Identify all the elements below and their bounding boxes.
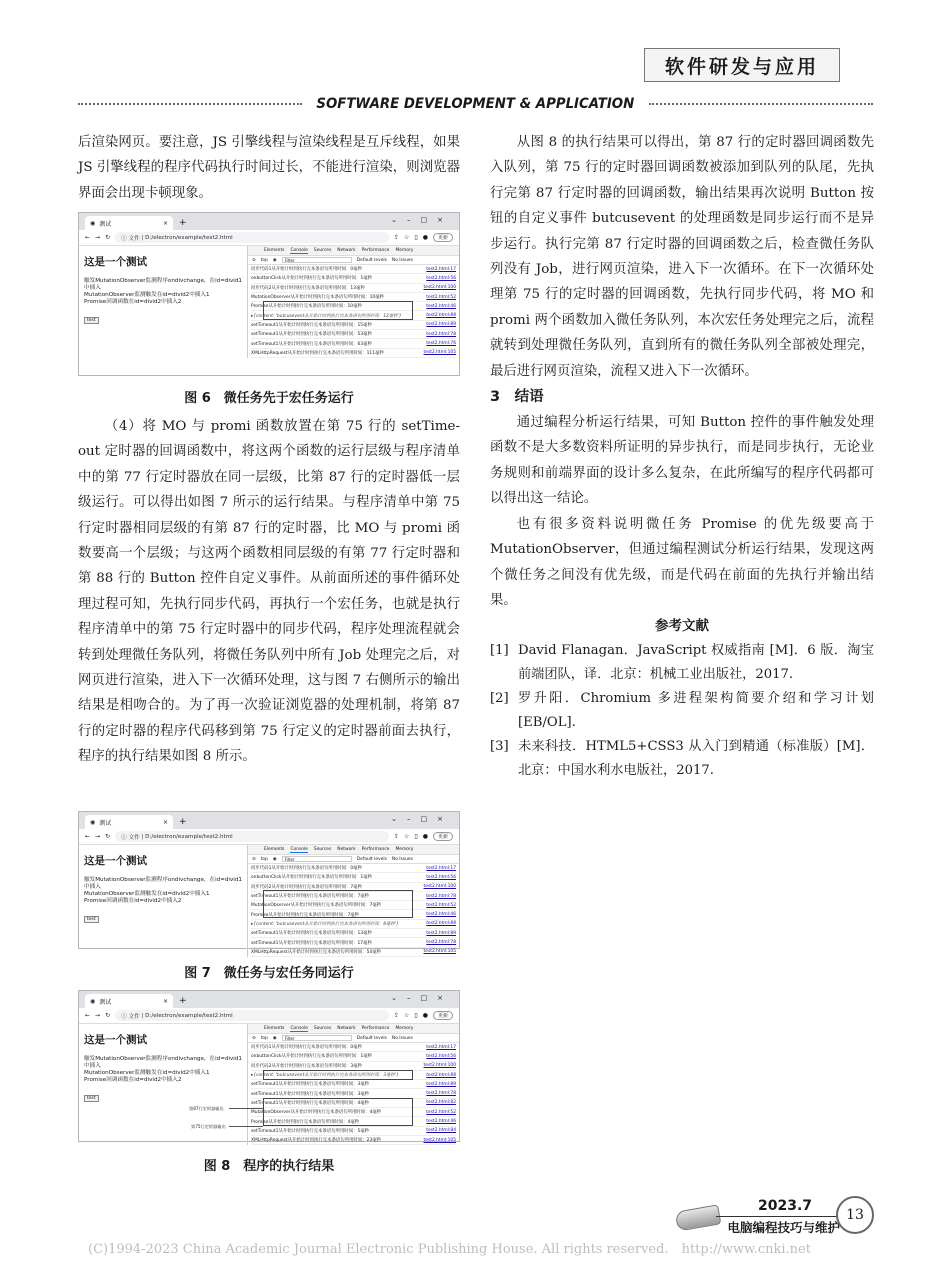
reload-icon[interactable]: ↻ — [105, 1012, 111, 1019]
forward-icon[interactable]: → — [95, 833, 101, 840]
devtools-tab[interactable]: Console — [290, 247, 308, 253]
console-message: onbuttonClick从开始计时到执行完本条语句所用时间：1毫秒 — [251, 1054, 373, 1060]
devtools-tab[interactable]: Performance — [361, 847, 390, 852]
figure-7-caption: 图 7 微任务与宏任务同运行 — [184, 966, 354, 981]
section-heading: 3 结语 — [490, 389, 544, 406]
browser-tabbar — [79, 812, 459, 829]
globe-icon: ◉ — [90, 219, 96, 227]
console-message: Promise从开始计时到执行完本条语句所用时间：7毫秒 — [251, 912, 360, 918]
browser-tab[interactable] — [85, 994, 173, 1008]
window-controls[interactable]: ⌄–□× — [391, 216, 453, 224]
info-icon: ⓘ — [121, 235, 129, 242]
devtools-tab[interactable]: Elements — [264, 248, 285, 253]
window-controls[interactable]: ⌄–□× — [391, 994, 453, 1002]
filter-input[interactable]: Filter — [282, 856, 352, 862]
levels-select[interactable]: Default levels — [356, 257, 387, 263]
console-source-link[interactable]: test2.html:88 — [426, 313, 456, 319]
back-icon[interactable]: ← — [85, 1012, 91, 1019]
devtools-tabs — [248, 1024, 459, 1034]
console-source-link[interactable]: test2.html:88 — [426, 1072, 456, 1078]
dotted-rule-right — [649, 103, 873, 105]
right-column — [490, 130, 874, 783]
issue-date: 2023.7 — [758, 1198, 813, 1214]
page-heading: 这是一个测试 — [84, 1034, 147, 1046]
console-row — [251, 1052, 456, 1061]
output-line-3: Promise回调函数在id=divid2中插入2 — [84, 299, 182, 305]
annotation-arrow — [229, 1126, 263, 1127]
figure-6-screenshot — [78, 212, 460, 376]
reference-item — [490, 687, 874, 735]
new-tab-icon[interactable]: + — [179, 218, 187, 228]
console-source-link[interactable]: test2.html:84 — [426, 1128, 456, 1134]
reference-number: [1] — [490, 643, 509, 659]
test-button[interactable]: test — [84, 916, 99, 923]
eye-icon[interactable]: ◉ — [272, 257, 277, 263]
figure-8-screenshot — [78, 990, 460, 1142]
paragraph: 从图 8 的执行结果可以得出，第 87 行的定时器回调函数先入队列，第 75 行的定时器回调函数被添加到队列的队尾，先执行完第 87 行定时器的回调函数，输出结果再次说明 Button 按钮的自定义事件 butcusevent 的处理函数是同步运行而不是异步运行。执行完第 87 行定时器的回调函数之后，检查微任务队列没有 Job，进行网页渲染，进入下一次循环。在下一次循环处理第 75 行的定时器的回调函数，先执行同步代码，将 MO 和 promi 两个函数加入微任务队列，本次宏任务处理完之后，流程就转到处理微任务队列，直到所有的微任务队列全部被处理完，最后进行网页渲染，流程又进入下一次循环。 — [490, 135, 874, 379]
close-icon[interactable]: × — [162, 997, 168, 1005]
devtools-tab[interactable]: Performance — [361, 1026, 390, 1031]
console-message: MutationObserver从开始计时到执行完本条语句所用时间：10毫秒 — [251, 295, 384, 301]
highlight-box — [263, 890, 413, 918]
console-message: setTimeout1从开始计时到执行完本条语句所用时间：3毫秒 — [251, 1091, 370, 1097]
url-prefix: 文件 — [128, 235, 140, 242]
star-icon[interactable]: ☆ — [404, 234, 410, 241]
issues-badge[interactable]: No Issues — [391, 856, 413, 862]
console-source-link[interactable]: test2.html:56 — [426, 275, 456, 281]
reference-text: 未来科技．HTML5+CSS3 从入门到精通（标准版）[M]．北京：中国水利水电版社，2017. — [518, 739, 874, 779]
devtools-tab[interactable]: Elements — [264, 847, 285, 852]
section-title-en: SOFTWARE DEVELOPMENT & APPLICATION — [316, 96, 635, 112]
forward-icon[interactable]: → — [95, 1012, 101, 1019]
console-source-link[interactable]: test2.html:52 — [426, 1109, 456, 1115]
console-source-link[interactable]: test2.html:100 — [423, 884, 456, 890]
console-message: setTimeout1从开始计时到执行完本条语句所用时间：4毫秒 — [251, 1100, 370, 1106]
console-message: XMLHttpRequest从开始计时到执行完本条语句所用时间：23毫秒 — [251, 1138, 382, 1144]
journal-name: 电脑编程技巧与维护 — [716, 1216, 840, 1236]
info-icon: ⓘ — [121, 1013, 129, 1020]
console-message: MutationObserver从开始计时到执行完本条语句所用时间：7毫秒 — [251, 903, 382, 909]
reference-item — [490, 735, 874, 783]
forward-icon[interactable]: → — [95, 234, 101, 241]
update-button[interactable]: 更新 — [433, 233, 453, 242]
profile-icon[interactable]: ● — [422, 833, 428, 840]
close-icon[interactable]: × — [162, 219, 168, 227]
console-message: MutationObserver从开始计时到执行完本条语句所用时间：4毫秒 — [251, 1110, 382, 1116]
console-source-link[interactable]: test2.html:105 — [423, 949, 456, 955]
console-toolbar — [248, 256, 459, 265]
reload-icon[interactable]: ↻ — [105, 833, 111, 840]
devtools-tab[interactable]: Network — [337, 248, 356, 253]
console-row — [251, 948, 456, 957]
section-title-cn: 软件研发与应用 — [644, 48, 840, 82]
tab-title: 测试 — [99, 819, 112, 827]
devtools-tab[interactable]: Elements — [264, 1026, 285, 1031]
console-message: XMLHttpRequest从开始计时到执行完本条语句所用时间：54毫秒 — [251, 949, 382, 955]
info-icon: ⓘ — [121, 834, 129, 841]
console-source-link[interactable]: test2.html:78 — [426, 331, 456, 337]
console-source-link[interactable]: test2.html:46 — [426, 303, 456, 309]
console-row — [251, 1080, 456, 1089]
issues-badge[interactable]: No Issues — [391, 1035, 413, 1041]
console-source-link[interactable]: test2.html:89 — [426, 322, 456, 328]
devtools-tab[interactable]: Memory — [395, 847, 414, 852]
output-line-1: 触发MutationObserver监测程序ondivchange，在id=divid1中插入 — [84, 1056, 242, 1069]
console-source-link[interactable]: test2.html:78 — [426, 893, 456, 899]
page-heading: 这是一个测试 — [84, 256, 147, 268]
browser-tab[interactable] — [85, 216, 173, 230]
console-message: 同步代码1从开始计时到执行完本条语句所用时间：0毫秒 — [251, 267, 362, 273]
context-select[interactable]: top — [260, 257, 268, 263]
share-icon[interactable]: ⇪ — [394, 234, 400, 241]
figure-7-screenshot — [78, 811, 460, 955]
close-icon[interactable]: × — [162, 818, 168, 826]
paragraph: （4）将 MO 与 promi 函数放置在第 75 行的 setTime-out 定时器的回调函数中，将这两个函数的运行层级与程序清单中的第 77 行定时器放在同一层级，比第 87 行的定时器低一层级运行。可以得出如图 7 所示的运行结果。与程序清单中第 75 行定时器相同层级的有第 87 行的定时器，比 MO 与 promi 函数要高一个层级；与这两个函数相同层级的有第 77 行定时器和第 88 行的 Button 控件自定义事件。从前面所述的事件循环处理过程可知，先执行同步代码，再执行一个宏任务，也就是执行程序清单中的第 75 行定时器中的同步代码，程序处理流程就会转到处理微任务队列，将微任务队列中所有 Job 处理完之后，对网页进行渲染，进入下一次循环处理，这与图 7 右侧所示的输出结果是相吻合的。为了再一次验证浏览器的处理机制，将第 87 行的定时器的程序代码移到第 75 行定义的定时器前面去执行，程序的执行结果如图 8 所示。 — [78, 419, 460, 765]
url-field[interactable]: ⓘ 文件 | D:/electron/example/test2.html — [115, 232, 389, 243]
browser-body — [79, 246, 459, 358]
annotation-87: 第87行定时器输出 — [189, 1106, 224, 1111]
console-message: setTimeout1从开始计时到执行完本条语句所用时间：53毫秒 — [251, 332, 372, 338]
console-row — [251, 864, 456, 873]
test-button[interactable]: test — [84, 1095, 99, 1102]
devtools-tabs — [248, 246, 459, 256]
console-source-link[interactable]: test2.html:82 — [426, 1100, 456, 1106]
eye-icon[interactable]: ◉ — [272, 856, 277, 862]
devtools-tab[interactable]: Performance — [361, 248, 390, 253]
dotted-rule-left — [78, 103, 302, 105]
devtools-tab[interactable]: Console — [290, 1025, 308, 1031]
sidebar-icon[interactable]: ▯ — [414, 833, 418, 840]
console-source-link[interactable]: test2.html:88 — [426, 921, 456, 927]
browser-tabbar — [79, 213, 459, 230]
web-page — [79, 1024, 247, 1145]
context-select[interactable]: top — [260, 856, 268, 862]
console-message: ▸{content: 'butcusevent从开始计时到执行完本条语句所用时间：3毫秒'} — [251, 1073, 399, 1079]
console-row — [251, 1136, 456, 1145]
address-bar — [79, 230, 459, 246]
console-source-link[interactable]: test2.html:52 — [426, 902, 456, 908]
address-bar — [79, 829, 459, 845]
console-message: ▸{content: 'butcusevent从开始计时到执行完本条语句所用时间：8毫秒'} — [251, 921, 399, 927]
console-source-link[interactable]: test2.html:89 — [426, 930, 456, 936]
share-icon[interactable]: ⇪ — [394, 1012, 400, 1019]
console-message: setTimeout1从开始计时到执行完本条语句所用时间：5毫秒 — [251, 1128, 370, 1134]
back-icon[interactable]: ← — [85, 833, 91, 840]
console-source-link[interactable]: test2.html:46 — [426, 912, 456, 918]
context-select[interactable]: top — [260, 1035, 268, 1041]
console-toolbar — [248, 1034, 459, 1043]
web-page — [79, 246, 247, 358]
url-field[interactable]: ⓘ 文件 | D:/electron/example/test2.html — [115, 1010, 389, 1021]
page-heading: 这是一个测试 — [84, 855, 147, 867]
reference-text: David Flanagan．JavaScript 权威指南 [M]．6 版．淘宝前端团队，译．北京：机械工业出版社，2017. — [518, 643, 874, 683]
console-row — [251, 920, 456, 929]
tab-title: 测试 — [99, 998, 112, 1006]
new-tab-icon[interactable]: + — [179, 996, 187, 1006]
test-button[interactable]: test — [84, 317, 99, 324]
output-line-1: 触发MutationObserver监测程序ondivchange，在id=divid1中插入 — [84, 877, 242, 890]
left-paragraph-1 — [78, 130, 460, 206]
browser-tab[interactable] — [85, 815, 173, 829]
url-text: D:/electron/example/test2.html — [145, 1012, 233, 1019]
console-source-link[interactable]: test2.html:100 — [423, 285, 456, 291]
browser-tabbar — [79, 991, 459, 1008]
console-source-link[interactable]: test2.html:56 — [426, 1053, 456, 1059]
console-message: onbuttonClick从开始计时到执行完本条语句所用时间：1毫秒 — [251, 875, 373, 881]
console-message: 同步代码2从开始计时到执行完本条语句所用时间：3毫秒 — [251, 1063, 362, 1069]
console-row — [251, 1127, 456, 1136]
sidebar-icon[interactable]: ▯ — [414, 1012, 418, 1019]
url-prefix: 文件 — [128, 834, 140, 841]
url-prefix: 文件 — [128, 1013, 140, 1020]
paragraph: 通过编程分析运行结果，可知 Button 控件的事件触发处理函数不是大多数资料所证明的异步执行，而是同步执行，无论业务规则和前端界面的设计多么复杂，在此所编写的程序代码都可以得出这一结论。 — [490, 415, 874, 507]
output-line-3: Promise回调函数在id=divid2中插入2 — [84, 898, 182, 904]
profile-icon[interactable]: ● — [422, 234, 428, 241]
devtools-panel — [247, 1024, 459, 1145]
console-message: setTimeout1从开始计时到执行完本条语句所用时间：15毫秒 — [251, 322, 372, 328]
console-row — [251, 938, 456, 947]
highlight-box — [263, 1070, 413, 1080]
console-message: 同步代码1从开始计时到执行完本条语句所用时间：0毫秒 — [251, 866, 362, 872]
clear-icon[interactable]: ⊘ — [252, 1035, 256, 1041]
console-source-link[interactable]: test2.html:78 — [426, 940, 456, 946]
browser-body — [79, 845, 459, 957]
console-message: setTimeout1从开始计时到执行完本条语句所用时间：63毫秒 — [251, 341, 372, 347]
output-line-2: MutationObserver监测触发在id=divid2中插入1 — [84, 1070, 210, 1076]
highlight-box — [263, 1098, 413, 1126]
url-field[interactable]: ⓘ 文件 | D:/electron/example/test2.html — [115, 831, 389, 842]
console-toolbar — [248, 855, 459, 864]
filter-input[interactable]: Filter — [282, 257, 352, 263]
console-row — [251, 274, 456, 283]
filter-input[interactable]: Filter — [282, 1035, 352, 1041]
console-row — [251, 1043, 456, 1052]
tab-title: 测试 — [99, 220, 112, 228]
devtools-tab[interactable]: Sources — [313, 1026, 332, 1031]
devtools-tab[interactable]: Network — [337, 847, 356, 852]
star-icon[interactable]: ☆ — [404, 833, 410, 840]
console-source-link[interactable]: test2.html:89 — [426, 1081, 456, 1087]
copyright-watermark: (C)1994-2023 China Academic Journal Electronic Publishing House. All rights reserved. http://www.cnki.net — [88, 1242, 811, 1257]
back-icon[interactable]: ← — [85, 234, 91, 241]
mouse-icon — [675, 1204, 722, 1231]
profile-icon[interactable]: ● — [422, 1012, 428, 1019]
star-icon[interactable]: ☆ — [404, 1012, 410, 1019]
clear-icon[interactable]: ⊘ — [252, 257, 256, 263]
devtools-tab[interactable]: Sources — [313, 248, 332, 253]
console-message: setTimeout1从开始计时到执行完本条语句所用时间：13毫秒 — [251, 931, 372, 937]
devtools-tab[interactable]: Memory — [395, 1026, 414, 1031]
reference-number: [2] — [490, 691, 509, 707]
console-message: ▸{content: 'butcusevent从开始计时到执行完本条语句所用时间：12毫秒'} — [251, 313, 402, 319]
console-message: setTimeout1从开始计时到执行完本条语句所用时间：17毫秒 — [251, 940, 372, 946]
url-text: D:/electron/example/test2.html — [145, 234, 233, 241]
update-button[interactable]: 更新 — [433, 832, 453, 841]
console-message: setTimeout1从开始计时到执行完本条语句所用时间：7毫秒 — [251, 894, 370, 900]
console-message: 同步代码2从开始计时到执行完本条语句所用时间：13毫秒 — [251, 285, 365, 291]
console-message: 同步代码2从开始计时到执行完本条语句所用时间：7毫秒 — [251, 884, 362, 890]
console-source-link[interactable]: test2.html:17 — [426, 1044, 456, 1050]
window-controls[interactable]: ⌄–□× — [391, 815, 453, 823]
console-source-link[interactable]: test2.html:105 — [423, 1137, 456, 1143]
console-row — [251, 873, 456, 882]
page-number: 13 — [836, 1196, 874, 1234]
reference-text: 罗升阳．Chromium 多进程架构简要介绍和学习计划 [EB/OL]. — [518, 691, 874, 731]
console-row — [251, 330, 456, 339]
console-message: XMLHttpRequest从开始计时到执行完本条语句所用时间：111毫秒 — [251, 350, 384, 356]
console-message: Promise从开始计时到执行完本条语句所用时间：10毫秒 — [251, 304, 362, 310]
figure-6-caption: 图 6 微任务先于宏任务运行 — [184, 391, 354, 406]
section-banner — [78, 94, 873, 114]
web-page — [79, 845, 247, 957]
console-source-link[interactable]: test2.html:17 — [426, 865, 456, 871]
levels-select[interactable]: Default levels — [356, 1035, 387, 1041]
console-row — [251, 265, 456, 274]
globe-icon: ◉ — [90, 818, 96, 826]
console-source-link[interactable]: test2.html:100 — [423, 1063, 456, 1069]
annotation-75: 第75行定时器输出 — [191, 1124, 226, 1129]
console-rows — [248, 1043, 459, 1145]
update-button[interactable]: 更新 — [433, 1011, 453, 1020]
console-message: Promise从开始计时到执行完本条语句所用时间：4毫秒 — [251, 1119, 360, 1125]
console-source-link[interactable]: test2.html:105 — [423, 350, 456, 356]
console-message: setTimeout1从开始计时到执行完本条语句所用时间：3毫秒 — [251, 1082, 370, 1088]
output-line-2: MutationObserver监测触发在id=divid2中插入1 — [84, 891, 210, 897]
reload-icon[interactable]: ↻ — [105, 234, 111, 241]
output-line-3: Promise回调函数在id=divid2中插入2 — [84, 1077, 182, 1083]
devtools-tab[interactable]: Sources — [313, 847, 332, 852]
annotation-arrow — [229, 1108, 263, 1109]
console-source-link[interactable]: test2.html:46 — [426, 1119, 456, 1125]
browser-body — [79, 1024, 459, 1145]
left-paragraph-2 — [78, 414, 460, 770]
console-row — [251, 339, 456, 348]
console-row — [251, 321, 456, 330]
paragraph: 后渲染网页。要注意，JS 引擎线程与渲染线程是互斥线程，如果 JS 引擎线程的程序代码执行时间过长，不能进行渲染，则浏览器界面会出现卡顿现象。 — [78, 135, 460, 201]
console-message: onbuttonClick从开始计时到执行完本条语句所用时间：1毫秒 — [251, 276, 373, 282]
devtools-tabs — [248, 845, 459, 855]
references-heading: 参考文献 — [655, 618, 709, 635]
sidebar-icon[interactable]: ▯ — [414, 234, 418, 241]
clear-icon[interactable]: ⊘ — [252, 856, 256, 862]
address-bar — [79, 1008, 459, 1024]
new-tab-icon[interactable]: + — [179, 817, 187, 827]
highlight-box — [263, 301, 413, 320]
figure-8-caption: 图 8 程序的执行结果 — [203, 1159, 335, 1174]
issues-badge[interactable]: No Issues — [391, 257, 413, 263]
paragraph: 也有很多资料说明微任务 Promise 的优先级要高于 MutationObserver，但通过编程测试分析运行结果，发现这两个微任务之间没有优先级，而是代码在前面的先执行并输出结果。 — [490, 516, 874, 608]
url-text: D:/electron/example/test2.html — [145, 833, 233, 840]
globe-icon: ◉ — [90, 997, 96, 1005]
devtools-tab[interactable]: Memory — [395, 248, 414, 253]
console-source-link[interactable]: test2.html:17 — [426, 266, 456, 272]
console-source-link[interactable]: test2.html:76 — [426, 341, 456, 347]
output-line-2: MutationObserver监测触发在id=divid2中插入1 — [84, 292, 210, 298]
console-source-link[interactable]: test2.html:78 — [426, 1091, 456, 1097]
devtools-tab[interactable]: Network — [337, 1026, 356, 1031]
console-message: 同步代码1从开始计时到执行完本条语句所用时间：0毫秒 — [251, 1045, 362, 1051]
console-source-link[interactable]: test2.html:52 — [426, 294, 456, 300]
console-row — [251, 349, 456, 358]
reference-item — [490, 639, 874, 687]
devtools-tab[interactable]: Console — [290, 846, 308, 852]
reference-number: [3] — [490, 739, 509, 755]
console-row — [251, 284, 456, 293]
console-source-link[interactable]: test2.html:56 — [426, 874, 456, 880]
levels-select[interactable]: Default levels — [356, 856, 387, 862]
output-line-1: 触发MutationObserver监测程序ondivchange，在id=divid1中插入 — [84, 278, 242, 291]
share-icon[interactable]: ⇪ — [394, 833, 400, 840]
eye-icon[interactable]: ◉ — [272, 1035, 277, 1041]
console-row — [251, 929, 456, 938]
